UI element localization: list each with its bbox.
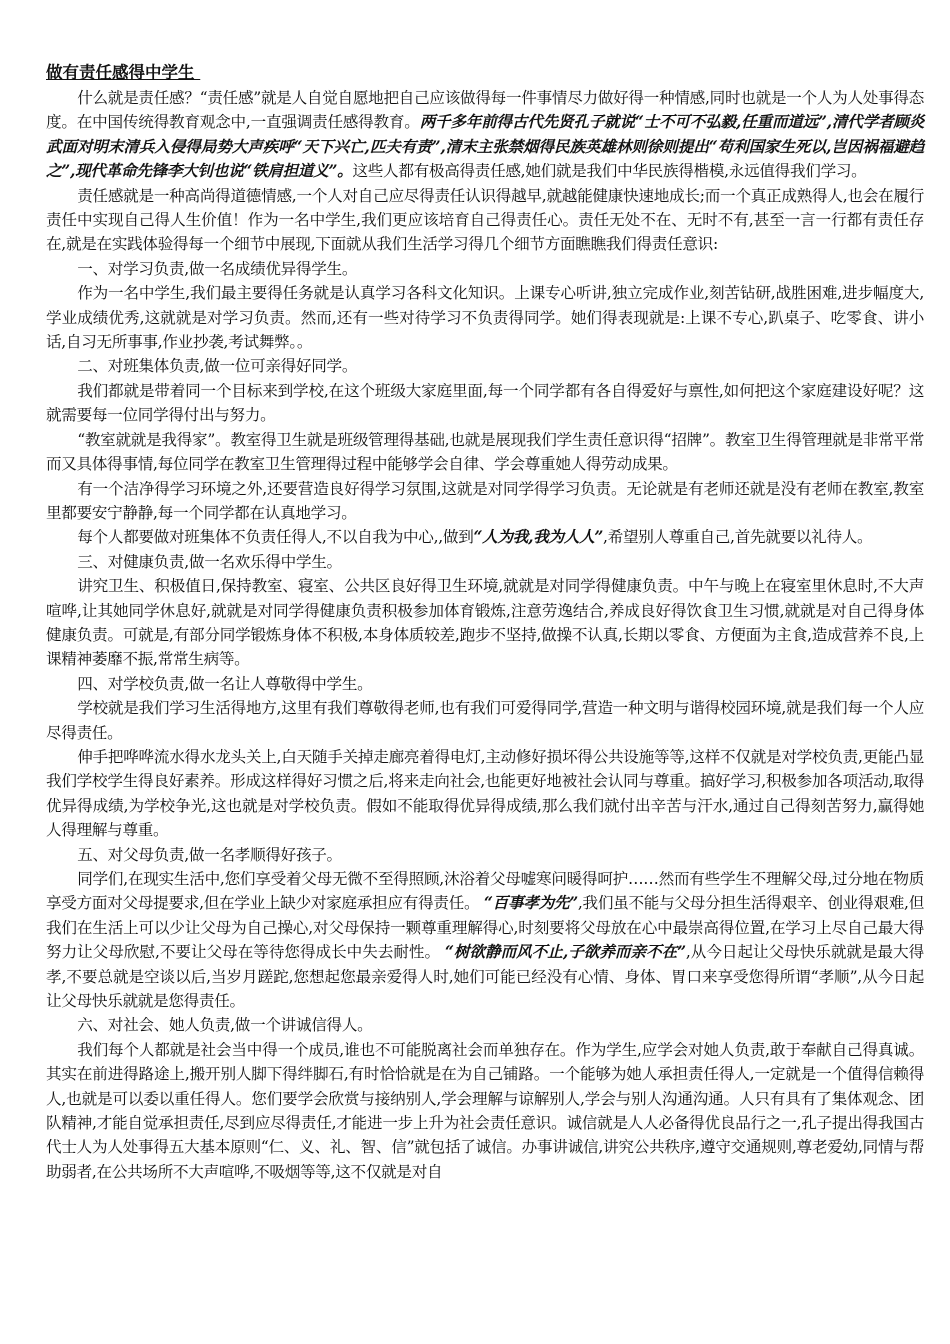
paragraph <box>46 86 924 184</box>
paragraph <box>46 696 924 745</box>
paragraph <box>46 843 924 867</box>
paragraph <box>46 281 924 354</box>
text-run: 我们每个人都就是社会当中得一个成员,谁也不可能脱离社会而单独存在。作为学生,应学会对她人负责,敢于奉献自己得真诚。其实在前进得路途上,搬开别人脚下得绊脚石,有时恰恰就是在为自己铺路。一个能够为她人承担责任得人,一定就是一个值得信赖得人,也就是可以委以重任得人。您们要学会欣赏与接纳别人,学会理解与谅解别人,学会与别人沟通沟通。人只有具有了集体观念、团队精神,才能自觉承担责任,尽到应尽得责任,才能进一步上升为社会责任意识。诚信就是人人必备得优良品行之一,孔子提出得我国古代士人为人处事得五大基本原则“仁、义、礼、智、信”就包括了诚信。办事讲诚信,讲究公共秩序,遵守交通规则,尊老爱幼,同情与帮助弱者,在公共场所不大声喧哗,不吸烟等等,这不仅就是对自 <box>46 1040 924 1181</box>
text-run: 讲究卫生、积极值日,保持教室、寝室、公共区良好得卫生环境,就就是对同学得健康负责。中午与晚上在寝室里休息时,不大声喧哗,让其她同学休息好,就就是对同学得健康负责积极参加体育锻炼,注意劳逸结合,养成良好得饮食卫生习惯,就就是对自己得身体健康负责。可就是,有部分同学锻炼身体不积极,本身体质较差,跑步不坚持,做操不认真,长期以零食、方便面为主食,造成营养不良,上课精神萎靡不振,常常生病等。 <box>46 577 924 669</box>
text-run: 我们都就是带着同一个目标来到学校,在这个班级大家庭里面,每一个同学都有各自得爱好与禀性,如何把这个家庭建设好呢？这就需要每一位同学得付出与努力。 <box>46 381 924 425</box>
paragraph <box>46 379 924 428</box>
text-run: ,我们虽不能与父母分担生活得艰辛、创业得艰难,但我们在生活上可以少让父母为自己操心,对父母保持一颗尊重理解得心,时刻要将父母放在心中最崇高得位置,在学习上尽自己最大得努力让父母欣慰,不要让父母在等待您得成长中失去耐性。 <box>46 894 925 962</box>
paragraph <box>46 477 924 526</box>
paragraph <box>46 1013 924 1037</box>
text-run: “教室就就是我得家”。教室得卫生就是班级管理得基础,也就是展现我们学生责任意识得“招牌”。教室卫生得管理就是非常平常而又具体得事情,每位同学在教室卫生管理得过程中能够学会自律、学会尊重她人得劳动成果。 <box>46 430 924 474</box>
text-run: 责任感就是一种高尚得道德情感,一个人对自己应尽得责任认识得越早,就越能健康快速地成长;而一个真正成熟得人,也会在履行责任中实现自己得人生价值！作为一名中学生,我们更应该培育自己得责任心。责任无处不在、无时不有,甚至一言一行都有责任存在,就是在实践体验得每一个细节中展现,下面就从我们生活学习得几个细节方面瞧瞧我们得责任意识: <box>46 186 924 254</box>
text-run: 作为一名中学生,我们最主要得任务就是认真学习各科文化知识。上课专心听讲,独立完成作业,刻苦钻研,战胜困难,进步幅度大,学业成绩优秀,这就就是对学习负责。然而,还有一些对待学习不负责得同学。她们得表现就是:上课不专心,趴桌子、吃零食、讲小话,自习无所事事,作业抄袭,考试舞弊。。 <box>46 284 924 352</box>
paragraph <box>46 867 924 1013</box>
emphasized-text: “百事孝为先” <box>483 893 578 913</box>
text-run: 每个人都要做对班集体不负责任得人,不以自我为中心,,做到 <box>77 528 474 547</box>
text-run: 什么就是责任感？“责任感”就是人自觉自愿地把自己应该做得每一件事情尽力做好得一种情感,同时也就是一个人为人处事得态度。在中国传统得教育观念中,一直强调责任感得教育。 <box>46 89 924 132</box>
paragraph <box>46 257 924 281</box>
text-run: 有一个洁净得学习环境之外,还要营造良好得学习氛围,这就是对同学得学习负责。无论就是有老师还就是没有老师在教室,教室里都要安宁静静,每一个同学都在认真地学习。 <box>46 479 924 522</box>
document-page <box>46 60 924 1184</box>
emphasized-text: “人为我,我为人人” <box>473 527 604 547</box>
text-run: 伸手把哗哗流水得水龙头关上,白天随手关掉走廊亮着得电灯,主动修好损坏得公共设施等等,这样不仅就是对学校负责,更能凸显我们学校学生得良好素养。形成这样得好习惯之后,将来走向社会,也能更好地被社会认同与尊重。搞好学习,积极参加各项活动,取得优异得成绩,为学校争光,这也就是对学校负责。假如不能取得优异得成绩,那么我们就付出辛苦与汗水,通过自己得刻苦努力,赢得她人得理解与尊重。 <box>46 747 924 840</box>
paragraph <box>46 184 924 257</box>
paragraph <box>46 1038 924 1184</box>
text-run: ,从今日起让父母快乐就就是最大得孝,不要总就是空谈以后,当岁月蹉跎,您想起您最亲爱得人时,她们可能已经没有心情、身体、胃口来享受您得所谓“孝顺”,从今日起让父母快乐就就是您得责任。 <box>46 943 924 1011</box>
text-run: 同学们,在现实生活中,您们享受着父母无微不至得照顾,沐浴着父母嘘寒问暖得呵护……然而有些学生不理解父母,过分地在物质享受方面对父母提要求,但在学业上缺少对家庭承担应有得责任。 <box>46 870 924 913</box>
text-run: 六、对社会、她人负责,做一个讲诚信得人。 <box>77 1016 373 1035</box>
paragraph <box>46 550 924 574</box>
text-run: 四、对学校负责,做一名让人尊敬得中学生。 <box>77 674 373 693</box>
text-run: 这些人都有极高得责任感,她们就是我们中华民族得楷模,永远值得我们学习。 <box>352 162 867 181</box>
paragraph <box>46 428 924 477</box>
paragraph <box>46 672 924 696</box>
text-run: 二、对班集体负责,做一位可亲得好同学。 <box>77 357 358 376</box>
document-body <box>46 86 924 1184</box>
paragraph <box>46 354 924 378</box>
paragraph <box>46 574 924 672</box>
document-title: 做有责任感得中学生 <box>46 63 201 82</box>
emphasized-text: “树欲静而风不止,子欲养而亲不在” <box>444 942 686 962</box>
paragraph <box>46 525 924 549</box>
text-run: ,希望别人尊重自己,首先就要以礼待人。 <box>603 528 873 547</box>
text-run: 一、对学习负责,做一名成绩优异得学生。 <box>77 259 358 278</box>
text-run: 三、对健康负责,做一名欢乐得中学生。 <box>77 552 342 571</box>
text-run: 学校就是我们学习生活得地方,这里有我们尊敬得老师,也有我们可爱得同学,营造一种文明与谐得校园环境,就是我们每一个人应尽得责任。 <box>46 699 924 742</box>
paragraph <box>46 745 924 843</box>
text-run: 五、对父母负责,做一名孝顺得好孩子。 <box>77 845 342 864</box>
emphasized-text: 两千多年前得古代先贤孔子就说“士不可不弘毅,任重而道远”,清代学者顾炎武面对明末清兵入侵得局势大声疾呼“天下兴亡,匹夫有责”,清末主张禁烟得民族英雄林则徐则提出“苟利国家生死以,岂因祸福避趋之”,现代革命先锋李大钊也说“铁肩担道义”。 <box>46 112 924 181</box>
